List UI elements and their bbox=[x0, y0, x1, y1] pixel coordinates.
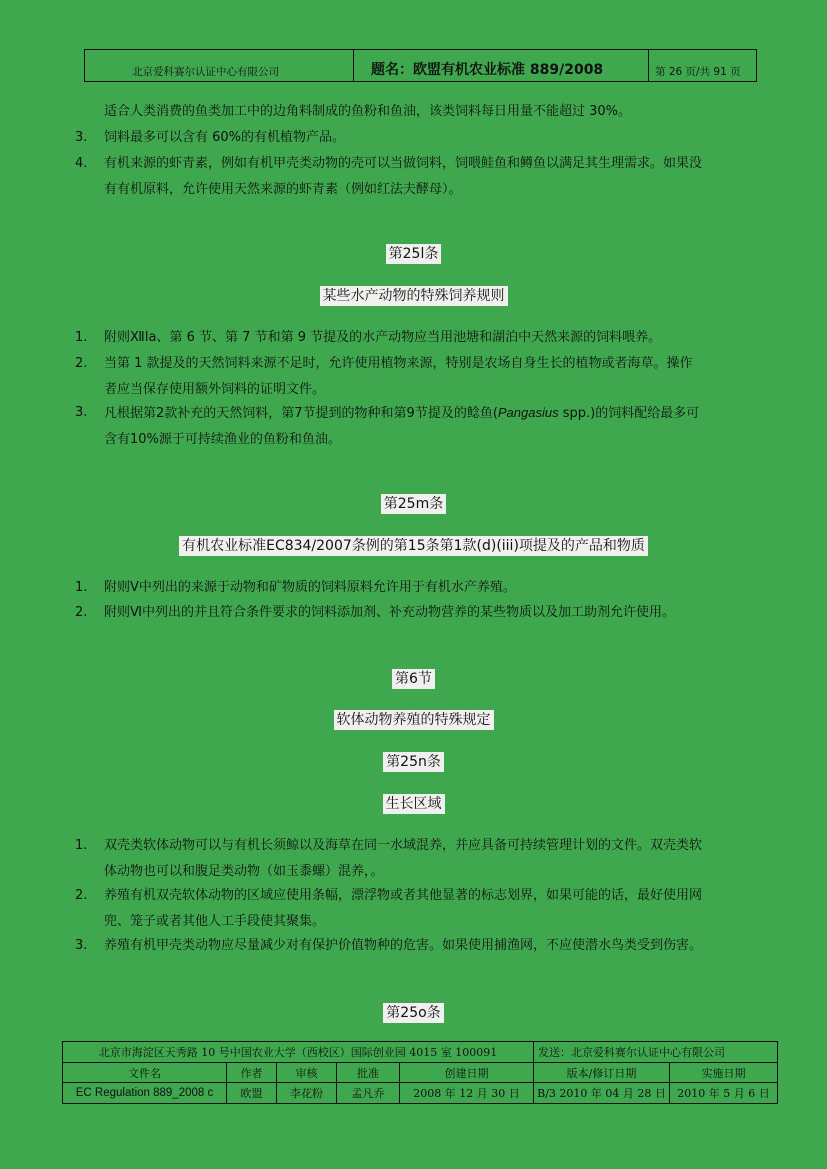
footer-label: 文件名 bbox=[63, 1063, 227, 1082]
footer-value-revised: B/3 2010 年 04 月 28 日 bbox=[534, 1083, 670, 1103]
section-title: 软体动物养殖的特殊规定 bbox=[0, 710, 827, 730]
list-item: 附则Ⅴ中列出的来源于动物和矿物质的饲料原料允许用于有机水产养殖。 bbox=[104, 580, 516, 595]
header-company-cell bbox=[85, 50, 354, 81]
item-number: 3. bbox=[75, 405, 88, 420]
article-heading: 第25m条 bbox=[0, 494, 827, 514]
item-number: 1. bbox=[75, 838, 88, 853]
section-heading: 第6节 bbox=[0, 669, 827, 689]
page-footer bbox=[62, 1041, 778, 1104]
footer-label: 审核 bbox=[277, 1063, 337, 1082]
footer-label: 批准 bbox=[337, 1063, 400, 1082]
intro-continuation: 适合人类消费的鱼类加工中的边角料制成的鱼粉和鱼油，该类饲料每日用量不能超过 30%。 bbox=[104, 104, 632, 119]
header-company: 北京爱科赛尔认证中心有限公司 bbox=[132, 66, 279, 78]
article-title: 有机农业标准EC834/2007条例的第15条第1款(d)(iii)项提及的产品和物质 bbox=[0, 536, 827, 556]
list-item: 双壳类软体动物可以与有机长须鲸以及海草在同一水域混养，并应具备可持续管理计划的文件。双壳类软 体动物也可以和腹足类动物（如玉黍螺）混养，。 bbox=[104, 838, 703, 879]
footer-value-author: 欧盟 bbox=[227, 1083, 277, 1103]
footer-value-effective: 2010 年 5 月 6 日 bbox=[677, 1087, 770, 1100]
footer-value-filename: EC Regulation 889_2008 c bbox=[63, 1083, 227, 1103]
item-number: 3. bbox=[75, 938, 88, 953]
footer-send: 发送：北京爱科赛尔认证中心有限公司 bbox=[538, 1046, 725, 1059]
header-page-cell bbox=[649, 50, 756, 81]
item-number: 1. bbox=[75, 330, 88, 345]
footer-label: 作者 bbox=[227, 1063, 277, 1082]
item-number: 2. bbox=[75, 605, 88, 620]
header-title: 题名：欧盟有机农业标准 889/2008 bbox=[371, 62, 604, 78]
article-heading: 第25n条 bbox=[0, 752, 827, 772]
footer-value-reviewer: 李花粉 bbox=[277, 1083, 337, 1103]
footer-label: 创建日期 bbox=[400, 1063, 534, 1082]
list-item: 养殖有机双壳软体动物的区域应使用条幅，漂浮物或者其他显著的标志划界，如果可能的话，最好使用网 兜、笼子或者其他人工手段使其聚集。 bbox=[104, 888, 703, 929]
footer-value-created: 2008 年 12 月 30 日 bbox=[400, 1083, 534, 1103]
header-title-cell bbox=[354, 50, 649, 81]
footer-row-address bbox=[63, 1042, 777, 1063]
item-number: 1. bbox=[75, 580, 88, 595]
article-heading: 第25o条 bbox=[0, 1003, 827, 1023]
item-number: 3. bbox=[75, 130, 88, 145]
footer-label: 实施日期 bbox=[701, 1066, 746, 1080]
list-item: 养殖有机甲壳类动物应尽量减少对有保护价值物种的危害。如果使用捕渔网，不应使潜水鸟类受到伤害。 bbox=[104, 938, 703, 953]
list-item: 附则Ⅵ中列出的并且符合条件要求的饲料添加剂、补充动物营养的某些物质以及加工助剂允许使用。 bbox=[104, 605, 675, 620]
footer-label: 版本/修订日期 bbox=[534, 1063, 670, 1082]
article-title: 生长区域 bbox=[0, 794, 827, 814]
list-item: 有机来源的虾青素，例如有机甲壳类动物的壳可以当做饲料，饲喂鲑鱼和鳟鱼以满足其生理需求。如果没 有有机原料，允许使用天然来源的虾青素（例如红法夫酵母）。 bbox=[104, 156, 703, 197]
header-page-number: 第 26 页/共 91 页 bbox=[655, 66, 741, 78]
article-title: 某些水产动物的特殊饲养规则 bbox=[0, 286, 827, 306]
list-item: 凡根据第2款补充的天然饲料，第7节提到的物种和第9节提及的鲶鱼(Pangasius spp.)的饲料配给最多可 含有10%源于可持续渔业的鱼粉和鱼油。 bbox=[104, 405, 700, 447]
footer-row-values bbox=[63, 1083, 777, 1103]
footer-row-labels bbox=[63, 1063, 777, 1083]
list-item: 饲料最多可以含有 60%的有机植物产品。 bbox=[104, 130, 346, 145]
item-number: 4. bbox=[75, 156, 88, 171]
item-number: 2. bbox=[75, 356, 88, 371]
list-item: 当第 1 款提及的天然饲料来源不足时，允许使用植物来源，特别是农场自身生长的植物或者海草。操作 者应当保存使用额外饲料的证明文件。 bbox=[104, 356, 693, 397]
footer-address: 北京市海淀区天秀路 10 号中国农业大学（西校区）国际创业园 4015 室 100091 bbox=[63, 1042, 534, 1062]
page-header bbox=[84, 49, 757, 82]
item-number: 2. bbox=[75, 888, 88, 903]
list-item: 附则ⅫIa、第 6 节、第 7 节和第 9 节提及的水产动物应当用池塘和湖泊中天然来源的饲料喂养。 bbox=[104, 330, 662, 345]
footer-value-approver: 孟凡乔 bbox=[337, 1083, 400, 1103]
article-heading: 第25l条 bbox=[0, 244, 827, 264]
